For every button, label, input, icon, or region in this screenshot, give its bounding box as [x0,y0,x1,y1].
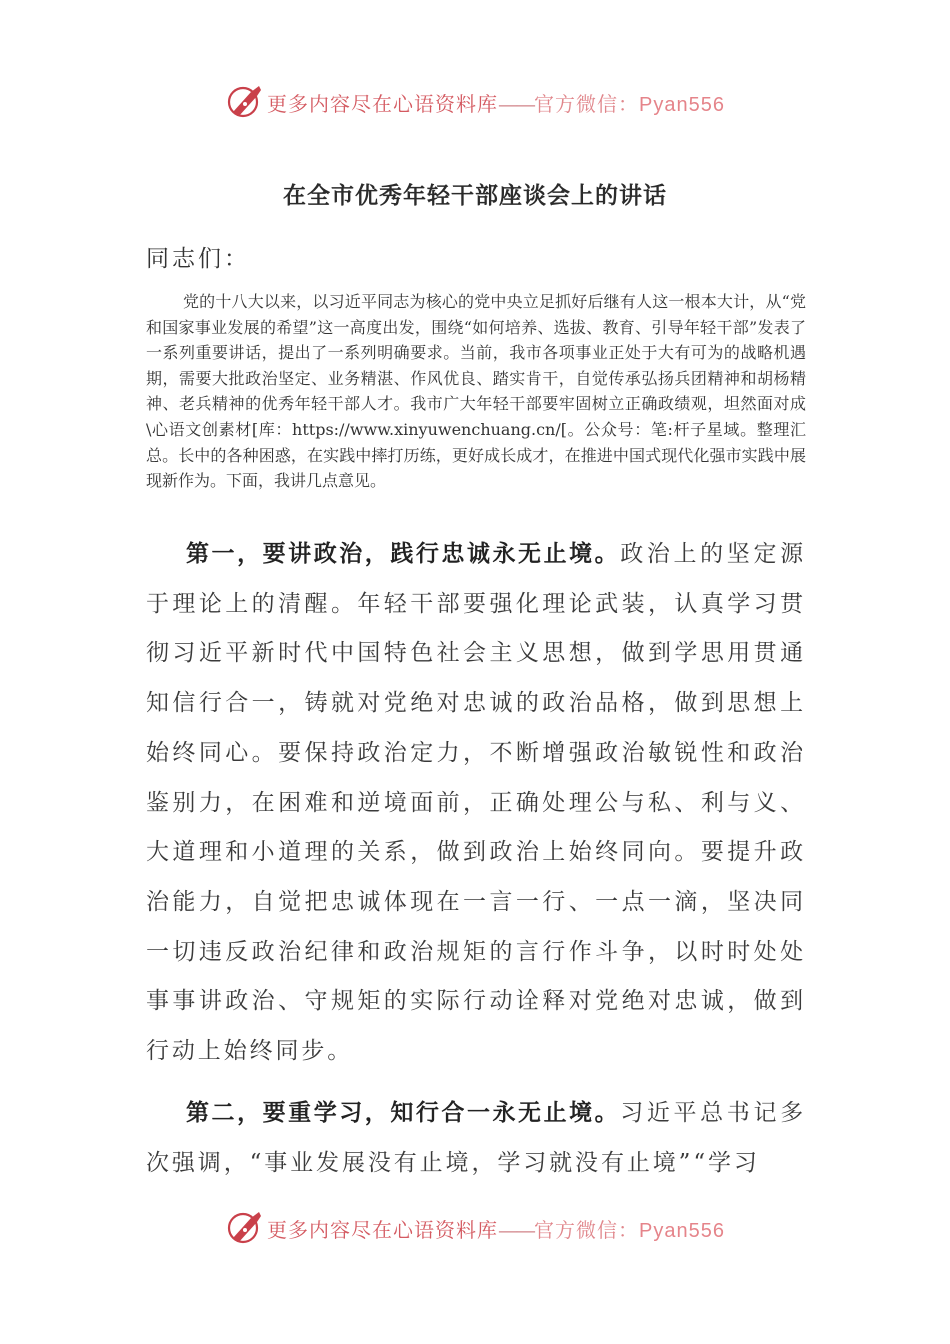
section-paragraph-1 [146,530,806,1077]
banner-wechat-label: 官方微信： [534,1217,640,1242]
banner-wechat-handle: Pyan556 [639,1219,725,1242]
section-body-1: 政治上的坚定源于理论上的清醒。年轻干部要强化理论武装，认真学习贯彻习近平新时代中国特色社会主义思想，做到学思用贯通知信行合一，铸就对党绝对忠诚的政治品格，做到思想上始终同心。要保持政治定力，不断增强政治敏锐性和政治鉴别力，在困难和逆境面前，正确处理公与私、利与义、大道理和小道理的关系，做到政治上始终同向。要提升政治能力，自觉把忠诚体现在一言一行、一点一滴，坚决同一切违反政治纪律和政治规矩的言行作斗争，以时时处处事事讲政治、守规矩的实际行动诠释对党绝对忠诚，做到行动上始终同步。 [146,541,806,1065]
banner-separator: — [498,1217,517,1242]
section-paragraph-2 [146,1089,806,1188]
pen-nib-logo-icon [225,1208,265,1248]
greeting: 同志们： [146,246,250,272]
banner-text [267,88,725,117]
banner-text-footer [267,1214,725,1243]
banner-wechat-label: 官方微信： [534,91,640,116]
footer-watermark-banner [0,1208,950,1248]
pen-nib-logo-icon [225,82,265,122]
document-title: 在全市优秀年轻干部座谈会上的讲话 [283,183,667,209]
section-body-2: 习近平总书记多次强调，“事业发展没有止境，学习就没有止境”“学习 [146,1100,806,1176]
header-watermark-banner [0,82,950,122]
banner-separator: — [498,91,517,116]
banner-separator-2: — [516,1217,535,1242]
section-lead-1: 第一，要讲政治，践行忠诚永无止境。 [186,541,621,567]
banner-separator-2: — [516,91,535,116]
intro-paragraph: 党的十八大以来，以习近平同志为核心的党中央立足抓好后继有人这一根本大计，从“党和国家事业发展的希望”这一高度出发，围绕“如何培养、选拔、教育、引导年轻干部”发表了一系列重要讲话，提出了一系列明确要求。当前，我市各项事业正处于大有可为的战略机遇期，需要大批政治坚定、业务精湛、作风优良、踏实肯干，自觉传承弘扬兵团精神和胡杨精神、老兵精神的优秀年轻干部人才。我市广大年轻干部要牢固树立正确政绩观，坦然面对成\心语文创素材[库：https://www.xinyuwenchuang.cn/[。公众号：笔:杆子星域。整理汇总。长中的各种困惑，在实践中摔打历练，更好成长成才，在推进中国式现代化强市实践中展现新作为。下面，我讲几点意见。 [146,292,806,491]
banner-site-name: 更多内容尽在心语资料库 [267,91,499,116]
section-lead-2: 第二，要重学习，知行合一永无止境。 [186,1100,621,1126]
banner-site-name: 更多内容尽在心语资料库 [267,1217,499,1242]
banner-wechat-handle: Pyan556 [639,93,725,116]
